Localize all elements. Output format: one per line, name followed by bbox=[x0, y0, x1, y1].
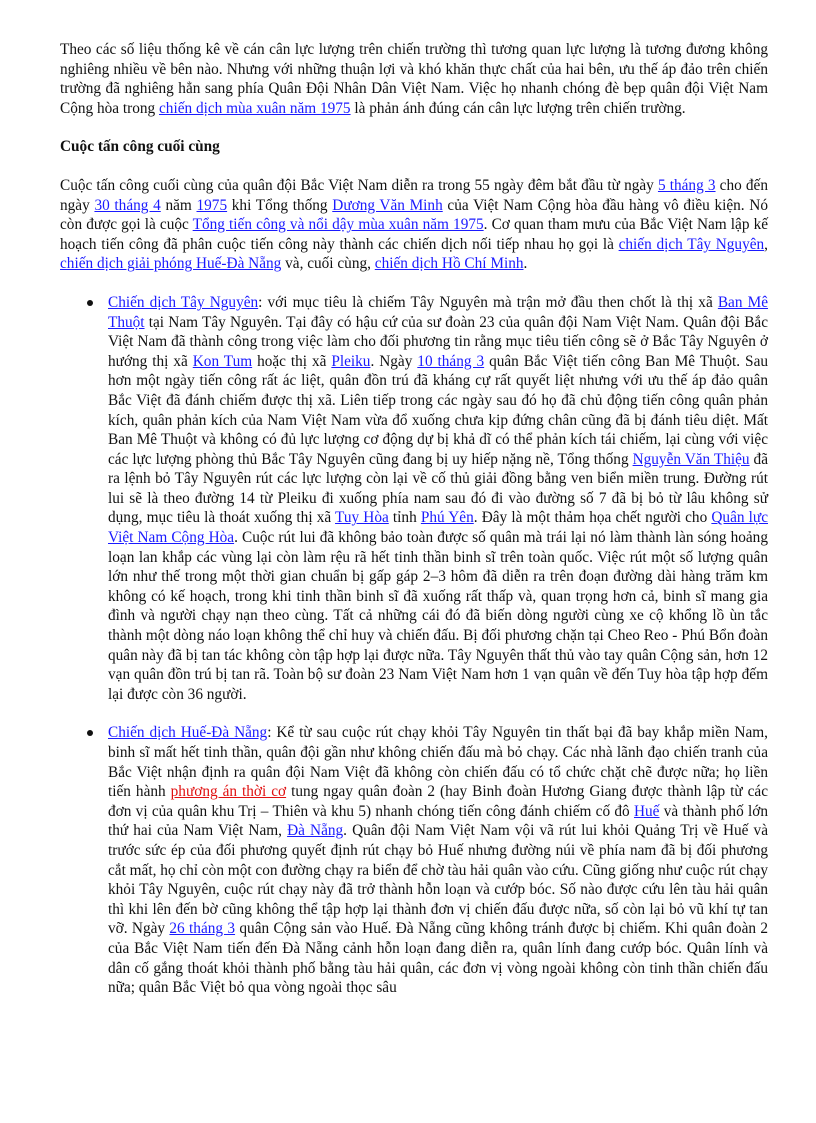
link-tong-tien-cong[interactable]: Tổng tiến công và nổi dậy mùa xuân năm 1975 bbox=[192, 216, 484, 234]
text: hoặc thị xã bbox=[252, 352, 332, 370]
intro-paragraph bbox=[60, 40, 768, 118]
document-page bbox=[60, 40, 768, 1017]
text: quân Cộng sản vào Huế. Đà Nẵng cũng không tránh được bị chiếm. Khi quân đoàn 2 của Bắc Việt Nam tiến đến Đà Nẵng cảnh hỗn loạn đang diễn ra, quân lính đang cướp bóc. Quân lính và dân cố gắng thoát khỏi thành phố bằng tàu hải quân, các đơn vị vòng ngoài không còn tinh thần chiến đấu nữa; quân Bắc Việt bỏ qua vòng ngoài thọc sâu bbox=[108, 920, 769, 997]
link-pleiku[interactable]: Pleiku bbox=[331, 352, 371, 370]
link-chien-dich-ho-chi-minh[interactable]: chiến dịch Hồ Chí Minh bbox=[374, 255, 524, 273]
link-30-thang-4[interactable]: 30 tháng 4 bbox=[94, 196, 161, 214]
section-heading: Cuộc tấn công cuối cùng bbox=[60, 138, 220, 156]
text: . Đây là một thảm họa chết người cho bbox=[473, 509, 712, 527]
text: Cuộc tấn công cuối cùng của quân đội Bắc Việt Nam diễn ra trong 55 ngày đêm bắt đầu từ ngày bbox=[60, 176, 658, 194]
text: đã ra lệnh bỏ Tây Nguyên rút các lực lượng còn lại về cố thủ giải đồng bằng ven biển miền trung. Đường rút lui sẽ là theo đường 14 từ Pleiku đi xuống phía nam sau đó đi vào đường số 7 đã bị bỏ từ lâu không sử dụng, mục tiêu là thoát xuống thị xã bbox=[108, 450, 768, 527]
campaign-list bbox=[60, 293, 768, 998]
link-quan-luc-vnch[interactable]: Quân lực Việt Nam Cộng Hòa bbox=[108, 509, 768, 547]
text: và thành phố lớn thứ hai của Nam Việt Nam, bbox=[108, 802, 768, 840]
link-chien-dich-hue-da-nang-item[interactable]: Chiến dịch Huế-Đà Nẵng bbox=[108, 724, 268, 742]
link-26-thang-3[interactable]: 26 tháng 3 bbox=[169, 920, 236, 938]
link-5-thang-3[interactable]: 5 tháng 3 bbox=[657, 176, 716, 194]
link-chien-dich-tay-nguyen[interactable]: chiến dịch Tây Nguyên bbox=[618, 235, 765, 253]
text: . Cuộc rút lui đã không bảo toàn được số quân mà trái lại nó làm thành làn sóng hoảng loạn lan khắp các vùng lại còn làm rệu rã hết tinh thần binh sĩ trên toàn quốc. Việc rút một số lượng quân lớn như thế trong một thời gian chuẩn bị gấp gáp 2–3 hôm đã diễn ra trên đoạn đường dài hàng trăm km không có kế hoạch, trong khi tinh thần binh sĩ đã xuống rất thấp và, quan trọng hơn cả, binh sĩ mang gia đình và người chạy nạn theo cùng. Tất cả những cái đó đã biến dòng người cùng xe cộ khổng lồ ùn tắc thành một dòng náo loạn không thể chỉ huy và chiến đấu. Bị đối phương chặn tại Cheo Reo - Phú Bổn đoàn quân này đã bị tan tác không còn tập hợp lại được nữa. Tây Nguyên thất thủ vào tay quân Cộng sản, hơn 12 vạn quân đồn trú bị tan rã. Toàn bộ sư đoàn 23 Nam Việt Nam hơn 1 vạn quân về đến Tuy hòa tập hợp đếm lại được còn 36 người. bbox=[108, 529, 768, 703]
list-item-hue-da-nang bbox=[108, 723, 768, 997]
bullet-icon bbox=[87, 730, 93, 736]
link-hue[interactable]: Huế bbox=[633, 802, 660, 820]
text: tung ngay quân đoàn 2 (hay Binh đoàn Hương Giang được thành lập từ các đơn vị của quân khu Trị – Thiên và khu 5) nhanh chóng tiến công đánh chiếm cố đô bbox=[108, 783, 768, 820]
text: và, cuối cùng, bbox=[281, 255, 375, 273]
link-tuy-hoa[interactable]: Tuy Hòa bbox=[335, 509, 389, 527]
link-kon-tum[interactable]: Kon Tum bbox=[192, 352, 253, 370]
text: . Ngày bbox=[370, 352, 418, 370]
text: : với mục tiêu là chiếm Tây Nguyên mà trận mở đầu then chốt là thị xã bbox=[258, 293, 718, 311]
text: Theo các số liệu thống kê về cán cân lực lượng trên chiến trường thì tương quan lực lượng là tương đương không nghiêng nhiều về bên nào. Nhưng với những thuận lợi và khó khăn thực chất của hai bên, ưu thế áp đảo trên chiến trường đã nghiêng hẳn sang phía Quân Đội Nhân Dân Việt Nam. Việc họ nhanh chóng đè bẹp quân đội Việt Nam Cộng hòa trong bbox=[60, 41, 768, 117]
text: , bbox=[764, 235, 768, 253]
text: cho đến ngày bbox=[60, 176, 768, 214]
link-nguyen-van-thieu[interactable]: Nguyễn Văn Thiệu bbox=[632, 450, 750, 468]
link-ban-me-thuot[interactable]: Ban Mê Thuột bbox=[108, 293, 769, 331]
text: năm bbox=[160, 196, 197, 214]
link-10-thang-3[interactable]: 10 tháng 3 bbox=[417, 352, 485, 370]
text: quân Bắc Việt tiến công Ban Mê Thuột. Sau hơn một ngày tiến công rất ác liệt, quân đồn trú đã kháng cự rất quyết liệt nhưng với ưu thế áp đảo quân Bắc Việt đã đánh chiếm được thị xã. Liên tiếp trong các ngày sau đó họ đã chủ động tiến công quân phản kích, quân phản kích của Nam Việt Nam vừa đổ xuống chưa kịp đứng chân cũng đã bị đánh tiêu diệt. Mất Ban Mê Thuột và không có đủ lực lượng cơ động dự bị khả dĩ có thể phản kích tái chiếm, lại cùng với việc các lực lượng phòng thủ Bắc Tây Nguyên cũng đang bị uy hiếp nặng nề, Tổng thống bbox=[108, 352, 769, 468]
link-phuong-an-thoi-co[interactable]: phương án thời cơ bbox=[170, 783, 287, 801]
link-chien-dich-tay-nguyen-item[interactable]: Chiến dịch Tây Nguyên bbox=[108, 293, 259, 311]
link-chien-dich-hue-da-nang[interactable]: chiến dịch giải phóng Huế-Đà Nẵng bbox=[60, 255, 282, 273]
text: tại Nam Tây Nguyên. Tại đây có hậu cứ của sư đoàn 23 của quân đội Nam Việt Nam. Quân đội Bắc Việt Nam đã thành công trong việc làm cho đối phương tin rằng mục tiêu tiến công sẽ ở Bắc Tây Nguyên ở hướng thị xã bbox=[108, 313, 768, 370]
text: của Việt Nam Cộng hòa đầu hàng vô điều kiện. Nó còn được gọi là cuộc bbox=[60, 196, 768, 234]
link-chien-dich-mua-xuan[interactable]: chiến dịch mùa xuân năm 1975 bbox=[159, 99, 351, 117]
text: là phản ánh đúng cán cân lực lượng trên chiến trường. bbox=[350, 99, 686, 117]
final-offensive-paragraph bbox=[60, 176, 768, 274]
link-da-nang[interactable]: Đà Nẵng bbox=[287, 822, 344, 840]
text: khi Tổng thống bbox=[227, 196, 333, 214]
link-phu-yen[interactable]: Phú Yên bbox=[420, 509, 474, 527]
text: : Kể từ sau cuộc rút chạy khỏi Tây Nguyên tin thất bại đã bay khắp miền Nam, binh sĩ mất hết tinh thần, quân đội gần như không chiến đấu mà bỏ chạy. Các nhà lãnh đạo chiến tranh của Bắc Việt nhận định ra quân đội Nam Việt đã không còn chiến đấu có tổ chức chặt chẽ được nữa; họ liền tiến hành bbox=[108, 724, 768, 801]
text: . Cơ quan tham mưu của Bắc Việt Nam lập kế hoạch tiến công đã phân cuộc tiến công này thành các chiến dịch nối tiếp nhau họ gọi là bbox=[60, 216, 769, 253]
text: . bbox=[523, 255, 528, 273]
text: . Quân đội Nam Việt Nam vội vã rút lui khỏi Quảng Trị về Huế và trước sức ép của đối phương quyết định rút chạy bỏ Huế nhưng đường núi về phía nam đã bị đối phương cắt mất, họ chỉ còn một con đường chạy ra biển để chờ tàu hải quân vào cứu. Cũng giống như cuộc rút chạy khỏi Tây Nguyên, cuộc rút chạy này đã trở thành hỗn loạn và cướp bóc. Số nào được cứu lên tàu hải quân thì khi lên đến bờ cũng không thể tập hợp lại thành đơn vị chiến đấu được nữa, số còn lại bỏ vũ khí tự tan vỡ. Ngày bbox=[108, 822, 768, 938]
link-1975[interactable]: 1975 bbox=[196, 196, 228, 214]
bullet-icon bbox=[87, 300, 93, 306]
list-item-tay-nguyen bbox=[108, 293, 768, 704]
link-duong-van-minh[interactable]: Dương Văn Minh bbox=[332, 196, 443, 214]
text: tỉnh bbox=[388, 509, 421, 527]
